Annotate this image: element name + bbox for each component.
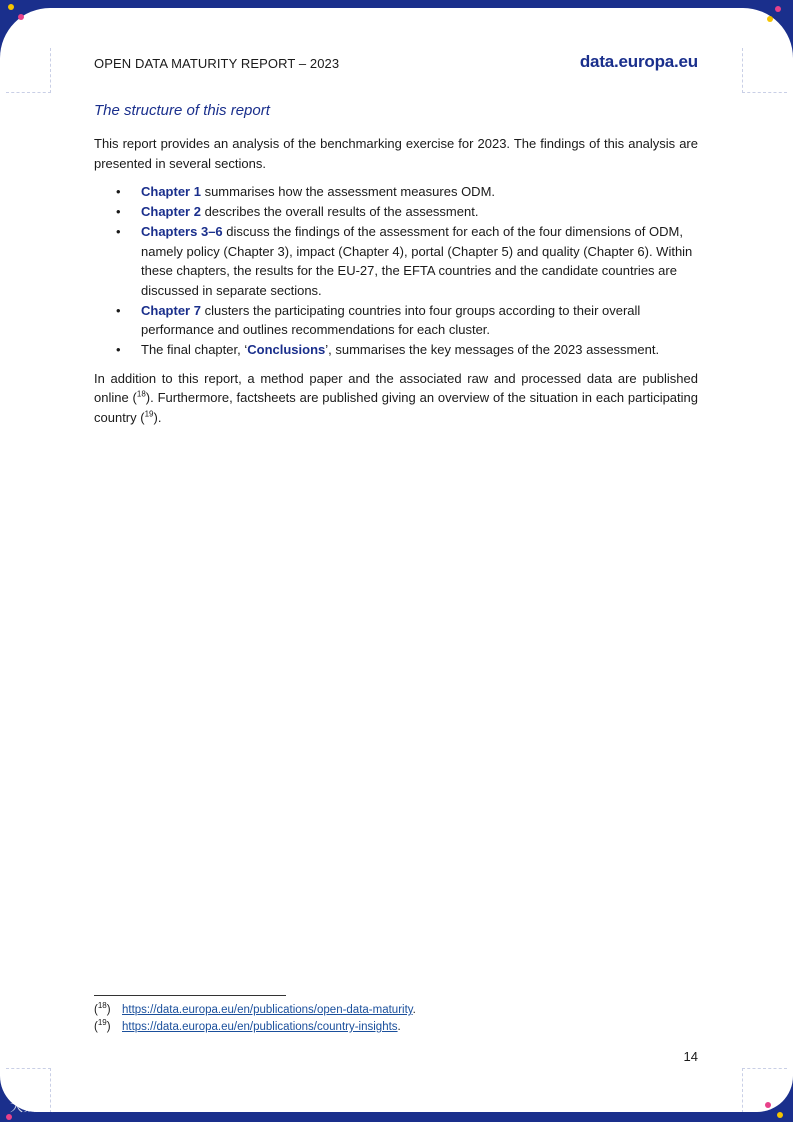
confetti-dot — [775, 6, 781, 12]
page-number: 14 — [683, 1049, 698, 1064]
closing-text-3: ). — [153, 409, 162, 425]
chapter-description: discuss the findings of the assessment for each of the four dimensions of ODM, namely policy (Chapter 3), impact (Chapter 4), portal (Chapter 5) and quality (Chapter 6). Within these chapters, the results for the EU-27, the EFTA countries and the candidate countries are discussed in separate sections. — [141, 224, 693, 298]
crop-mark-top-left — [6, 48, 51, 93]
list-item — [116, 301, 698, 340]
footnote-18: ($^{18}$) https://data.europa.eu/en/publications/open-data-maturity. — [94, 1001, 416, 1016]
confetti-dot — [765, 1102, 771, 1108]
footnote-separator — [94, 995, 286, 996]
footnote-number: ($^{19}$) — [94, 1018, 111, 1033]
footnote-ref-18[interactable]: 18 — [136, 389, 146, 399]
list-item — [116, 222, 698, 300]
crop-mark-top-right — [742, 48, 787, 93]
bullet-icon: • — [116, 342, 121, 357]
confetti-dot — [767, 16, 773, 22]
chapter-label: Chapter 7 — [141, 302, 201, 318]
confetti-dot — [777, 1112, 783, 1118]
footnote-number: ($^{18}$) — [94, 1001, 111, 1016]
closing-paragraph — [94, 369, 698, 428]
closing-text-1: In addition to this report, a method paper and the associated raw and processed data are published online ( — [94, 370, 698, 405]
chapter-prefix: The final chapter, ‘ — [141, 342, 248, 357]
list-item — [116, 340, 698, 360]
intro-paragraph: This report provides an analysis of the benchmarking exercise for 2023. The findings of this analysis are presented in several sections. — [94, 136, 698, 171]
footnote-19: ($^{19}$) https://data.europa.eu/en/publications/country-insights. — [94, 1018, 401, 1033]
bullet-icon: • — [116, 302, 121, 318]
bullet-icon: • — [116, 184, 121, 199]
report-header-title: OPEN DATA MATURITY REPORT – 2023 — [94, 56, 340, 71]
bullet-icon: • — [116, 204, 121, 219]
chapter-label: Conclusions — [247, 342, 326, 357]
chapter-label: Chapter 1 — [141, 184, 201, 199]
chapter-list — [94, 182, 698, 360]
footnote-link[interactable]: https://data.europa.eu/en/publications/open-data-maturity — [122, 1004, 413, 1016]
chapter-label: Chapter 2 — [141, 204, 201, 219]
watermark-text: 大数跨境 — [10, 1099, 63, 1114]
confetti-dot — [8, 4, 14, 10]
footnote-link[interactable]: https://data.europa.eu/en/publications/country-insights — [122, 1021, 398, 1033]
chapter-description: clusters the participating countries into four groups according to their overall performance and outlines recommendations for each cluster. — [141, 302, 641, 337]
closing-text-2: ). Furthermore, factsheets are published giving an overview of the situation in each participating country ( — [94, 390, 699, 425]
section-heading: The structure of this report — [94, 102, 270, 119]
data-europa-logo — [580, 52, 698, 72]
chapter-label: Chapters 3–6 — [141, 224, 223, 239]
list-item — [116, 182, 698, 202]
bullet-icon: • — [116, 224, 121, 239]
list-item — [116, 202, 698, 222]
chapter-description: describes the overall results of the assessment. — [200, 204, 479, 219]
document-page — [0, 8, 793, 1112]
chapter-description: summarises how the assessment measures ODM. — [200, 184, 496, 199]
main-content — [94, 102, 698, 427]
footnote-ref-19[interactable]: 19 — [144, 409, 154, 419]
confetti-dot — [18, 14, 24, 20]
logo-text: data.europa.eu — [579, 52, 698, 71]
chapter-description: ’, summarises the key messages of the 2023 assessment. — [325, 342, 660, 357]
